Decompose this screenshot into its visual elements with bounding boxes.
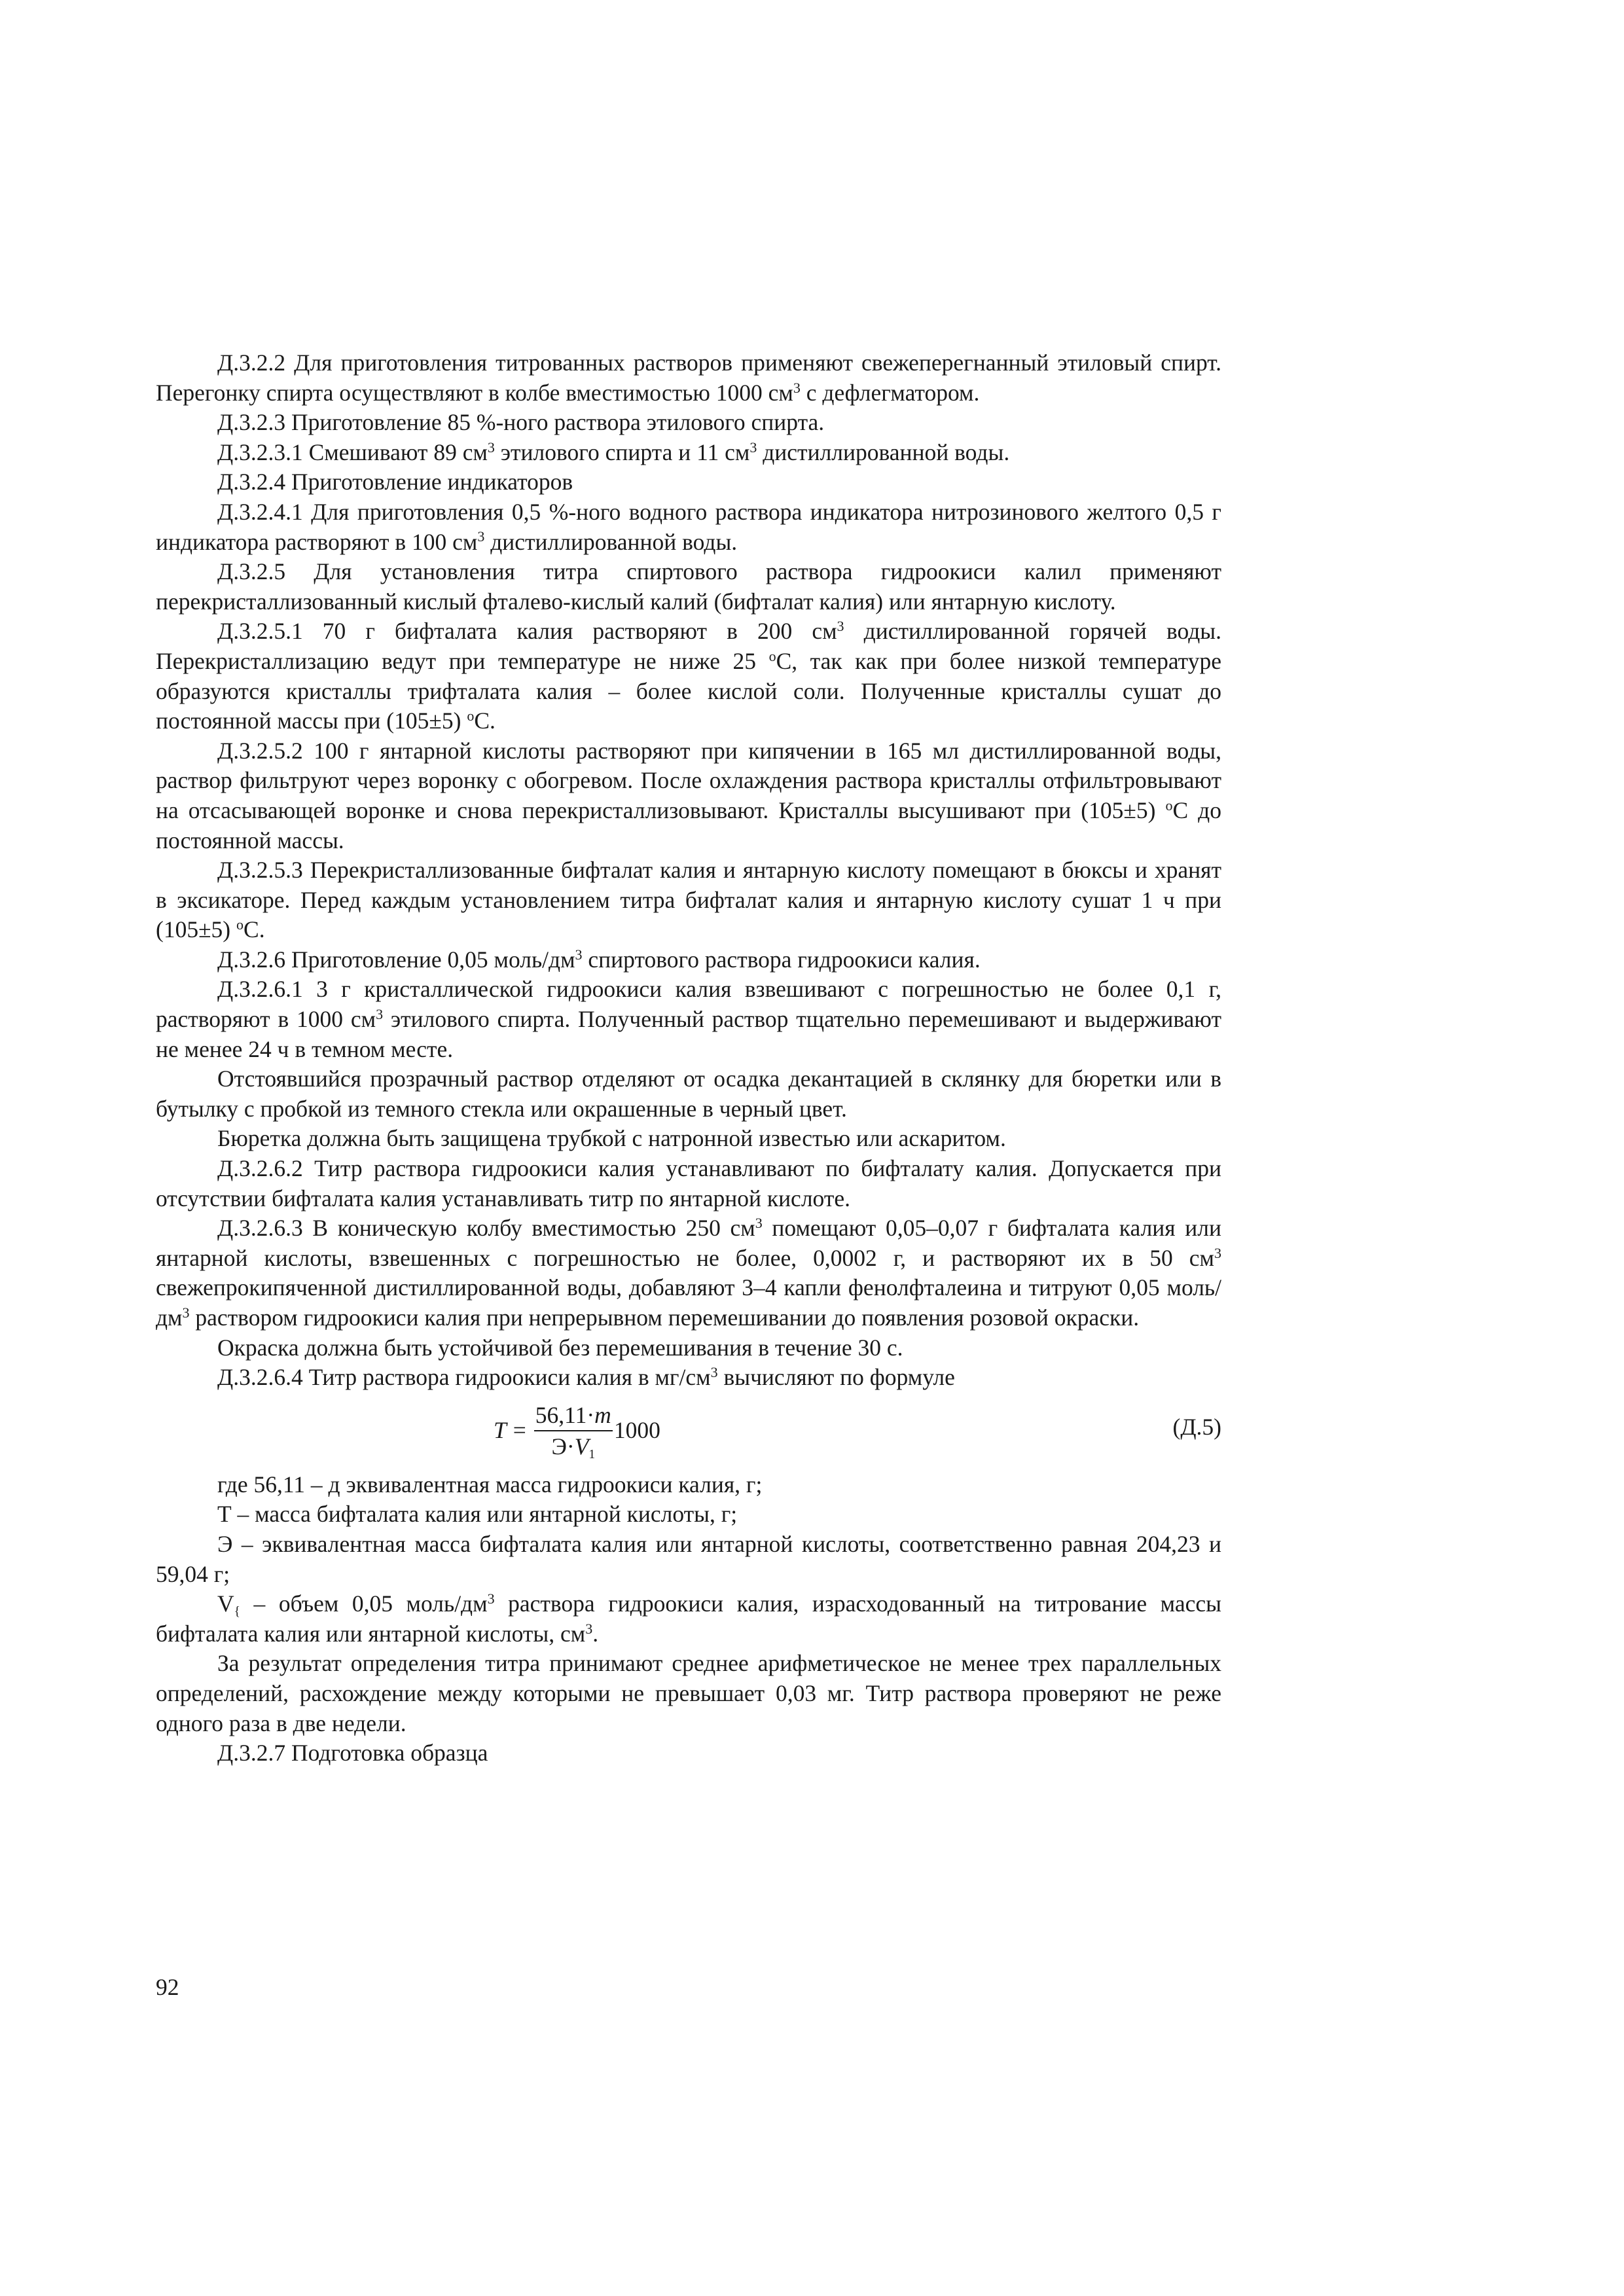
- paragraph: [156, 467, 1221, 497]
- superscript: 3: [755, 1215, 763, 1232]
- superscript: 3: [487, 1590, 495, 1607]
- text-run: С до постоянной массы.: [156, 797, 1221, 853]
- text-run: этилового спирта и 11 см: [494, 439, 750, 465]
- text-run: С, так как при более низкой температуре образуются кристаллы трифталата калия – более кислой соли. Полученные кристаллы сушат до постоянной массы при (105±5): [156, 647, 1221, 734]
- paragraph: [156, 1154, 1221, 1213]
- text-run: с дефлегматором.: [800, 379, 980, 406]
- text-run: .: [592, 1620, 599, 1647]
- text-run: свежепрокипяченной дистиллированной воды, добавляют 3–4 капли фенолфталеина и титруют 0,05 моль/дм: [156, 1274, 1221, 1331]
- formula: [494, 1397, 660, 1465]
- text-run: Д.3.2.6.3 В коническую колбу вместимостью 250 см: [217, 1215, 755, 1242]
- text-run: дистиллированной воды.: [484, 528, 738, 555]
- text-run: С.: [474, 708, 496, 734]
- paragraph: [156, 1333, 1221, 1363]
- denominator-subscript: 1: [588, 1447, 596, 1462]
- text-run: Д.3.2.3 Приготовление 85 %-ного раствора этилового спирта.: [217, 409, 825, 436]
- paragraph: [156, 557, 1221, 617]
- paragraph: [156, 1064, 1221, 1124]
- text-run: Д.3.2.4.1 Для приготовления 0,5 %-ного водного раствора индикатора нитрозинового желтого 0,5 г индикатора растворяют в 100 см: [156, 498, 1221, 555]
- text-run: Д.3.2.6 Приготовление 0,05 моль/дм: [217, 946, 575, 973]
- superscript: 3: [837, 618, 844, 635]
- superscript: о: [467, 708, 475, 725]
- superscript: о: [1165, 797, 1173, 814]
- text-run: Д.3.2.6.4 Титр раствора гидроокиси калия в мг/см: [217, 1364, 711, 1391]
- text-run: этилового спирта. Полученный раствор тщательно перемешивают и выдерживают не менее 24 ч в темном месте.: [156, 1006, 1221, 1062]
- text-run: дистиллированной горячей воды. Перекристаллизацию ведут при температуре не ниже 25: [156, 618, 1222, 674]
- superscript: 3: [793, 379, 801, 396]
- paragraph: [156, 348, 1221, 408]
- formula-fraction: [534, 1401, 613, 1460]
- formula-equals: =: [513, 1416, 526, 1443]
- text-run: спиртового раствора гидроокиси калия.: [582, 946, 981, 973]
- superscript: 3: [749, 439, 757, 456]
- text-run: Д.3.2.4 Приготовление индикаторов: [217, 469, 573, 495]
- paragraph: [156, 438, 1221, 468]
- paragraphs-before-formula: [156, 348, 1221, 1393]
- superscript: 3: [585, 1620, 593, 1637]
- superscript: 3: [477, 528, 485, 545]
- superscript: 3: [1214, 1244, 1221, 1261]
- text-run: – объем 0,05 моль/дм: [240, 1590, 488, 1617]
- paragraph: [156, 1530, 1221, 1589]
- text-run: Т – масса бифталата калия или янтарной кислоты, г;: [217, 1501, 738, 1528]
- paragraph: [156, 1589, 1221, 1649]
- paragraph: [156, 1649, 1221, 1738]
- denominator-variable: V: [574, 1433, 589, 1460]
- paragraph: [156, 617, 1221, 736]
- text-run: Д.3.2.5.1 70 г бифталата калия растворяют в 200 см: [217, 618, 837, 645]
- text-run: V: [217, 1590, 234, 1617]
- superscript: 3: [487, 439, 495, 456]
- paragraph: [156, 1363, 1221, 1393]
- text-run: раствора гидроокиси калия, израсходованный на титрование массы бифталата калия или янтарной кислоты, см: [156, 1590, 1221, 1647]
- numerator-variable: m: [594, 1401, 611, 1428]
- text-run: Д.3.2.6.2 Титр раствора гидроокиси калия устанавливают по бифталату калия. Допускается при отсутствии бифталата калия устанавливать титр по янтарной кислоте.: [156, 1155, 1221, 1211]
- text-run: Э – эквивалентная масса бифталата калия или янтарной кислоты, соответственно равная 204,23 и 59,04 г;: [156, 1530, 1221, 1587]
- paragraph: [156, 1124, 1221, 1154]
- paragraph: [156, 945, 1221, 975]
- paragraph: [156, 1470, 1221, 1500]
- text-run: помещают 0,05–0,07 г бифталата калия или янтарной кислоты, взвешенных с погрешностью не более, 0,0002 г, и растворяют их в 50 см: [156, 1215, 1221, 1271]
- formula-row: [156, 1393, 1221, 1470]
- subscript: {: [234, 1605, 241, 1619]
- numerator-coefficient: 56,11·: [535, 1401, 595, 1428]
- superscript: о: [768, 647, 776, 664]
- text-run: Д.3.2.5.2 100 г янтарной кислоты растворяют при кипячении в 165 мл дистиллированной воды, раствор фильтруют через воронку с обогревом. После охлаждения раствора кристаллы отфильтровывают на отсасывающей воронке и снова перекристаллизовывают. Кристаллы высушивают при (105±5): [156, 737, 1221, 823]
- text-run: Д.3.2.7 Подготовка образца: [217, 1740, 488, 1767]
- paragraph: [156, 1213, 1221, 1333]
- superscript: 3: [376, 1005, 384, 1022]
- paragraph: [156, 1738, 1221, 1768]
- page-number: 92: [156, 1974, 179, 2000]
- text-run: Окраска должна быть устойчивой без перемешивания в течение 30 с.: [217, 1334, 903, 1361]
- text-run: Д.3.2.2 Для приготовления титрованных растворов применяют свежеперегнанный этиловый спирт. Перегонку спирта осуществляют в колбе вместимостью 1000 см: [156, 350, 1221, 406]
- denominator-left: Э·: [551, 1433, 575, 1460]
- text-run: Бюретка должна быть защищена трубкой с натронной известью или аскаритом.: [217, 1125, 1006, 1152]
- superscript: 3: [182, 1304, 190, 1321]
- paragraph: [156, 408, 1221, 438]
- text-run: За результат определения титра принимают среднее арифметическое не менее трех параллельных определений, расхождение между которыми не превышает 0,03 мг. Титр раствора проверяют не реже одного раза в две недели.: [156, 1650, 1221, 1736]
- paragraph: [156, 1499, 1221, 1530]
- text-run: где 56,11 – д эквивалентная масса гидроокиси калия, г;: [217, 1471, 763, 1498]
- superscript: 3: [575, 946, 583, 963]
- text-run: Д.3.2.6.1 3 г кристаллической гидроокиси калия взвешивают с погрешностью не более 0,1 г, растворяют в 1000 см: [156, 976, 1221, 1033]
- formula-number: (Д.5): [1172, 1413, 1221, 1440]
- formula-numerator: [534, 1401, 613, 1431]
- text-run: Д.3.2.5 Для установления титра спиртового раствора гидроокиси калил применяют перекристаллизованный кислый фталево-кислый калий (бифталат калия) или янтарную кислоту.: [156, 558, 1221, 615]
- superscript: 3: [710, 1364, 718, 1381]
- paragraph: [156, 497, 1221, 557]
- body-text: [156, 348, 1221, 1768]
- formula-denominator: [551, 1431, 595, 1460]
- superscript: о: [236, 916, 244, 933]
- paragraph: [156, 975, 1221, 1064]
- text-run: Д.3.2.5.3 Перекристаллизованные бифталат калия и янтарную кислоту помещают в бюксы и хранят в эксикаторе. Перед каждым установлением титра бифталат калия и янтарную кислоту сушат 1 ч при (105±5): [156, 857, 1221, 943]
- text-run: С.: [244, 916, 265, 943]
- paragraph: [156, 855, 1221, 945]
- text-run: Отстоявшийся прозрачный раствор отделяют от осадка декантацией в склянку для бюретки или в бутылку с пробкой из темного стекла или окрашенные в черный цвет.: [156, 1066, 1221, 1122]
- paragraphs-after-formula: [156, 1470, 1221, 1768]
- formula-variable: T: [494, 1416, 507, 1443]
- formula-factor: 1000: [613, 1416, 660, 1443]
- text-run: раствором гидроокиси калия при непрерывном перемешивании до появления розовой окраски.: [189, 1304, 1140, 1331]
- paragraph: [156, 736, 1221, 855]
- text-run: Д.3.2.3.1 Смешивают 89 см: [217, 439, 488, 465]
- text-run: дистиллированной воды.: [757, 439, 1010, 465]
- text-run: вычисляют по формуле: [717, 1364, 955, 1391]
